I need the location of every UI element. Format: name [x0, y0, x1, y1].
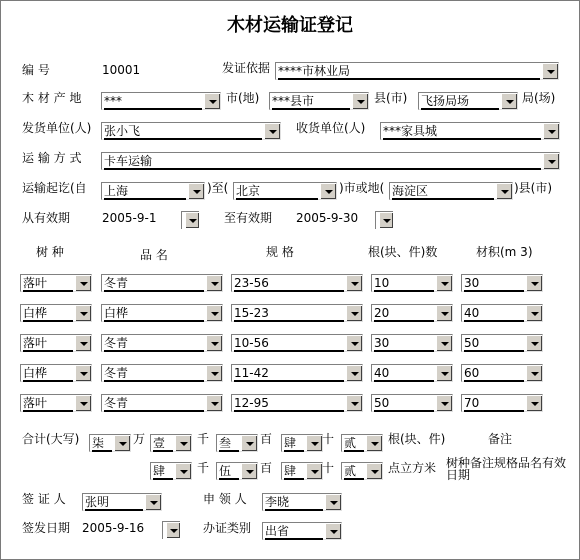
total-digit-5-select[interactable] [341, 434, 383, 452]
row2-volume-select-value: 40 [464, 305, 524, 322]
chevron-down-icon[interactable] [306, 435, 322, 451]
chevron-down-icon[interactable] [206, 365, 222, 381]
chevron-down-icon[interactable] [436, 335, 452, 351]
chevron-down-icon[interactable] [346, 335, 362, 351]
row3-product-name-select-value: 冬青 [104, 335, 204, 352]
volume-unit-2: 百 [260, 461, 273, 475]
valid-from-label: 从有效期 [22, 211, 71, 225]
volume-digit-4-select-value: 贰 [344, 463, 364, 480]
chevron-down-icon[interactable] [75, 365, 91, 381]
header-spec: 规 格 [266, 245, 294, 259]
chevron-down-icon[interactable] [543, 123, 559, 139]
row4-count-select-value: 40 [374, 365, 434, 382]
volume-unit-1: 千 [197, 461, 210, 475]
route-to-select[interactable] [233, 182, 337, 200]
total-digit-1-select[interactable] [89, 434, 131, 452]
row1-count-select-value: 10 [374, 275, 434, 292]
volume-digit-2-select[interactable] [216, 462, 258, 480]
chevron-down-icon[interactable] [346, 395, 362, 411]
chevron-down-icon[interactable] [436, 275, 452, 291]
row1-volume-select-value: 30 [464, 275, 524, 292]
row1-species-select-value: 落叶 [23, 275, 73, 292]
type-value: 出省 [265, 523, 323, 540]
row4-product-name-select[interactable] [101, 364, 223, 382]
volume-digit-1-select[interactable] [150, 462, 192, 480]
row1-spec-select[interactable] [231, 274, 363, 292]
chevron-down-icon[interactable] [542, 63, 558, 79]
row5-volume-select-value: 70 [464, 395, 524, 412]
row2-species-select[interactable] [20, 304, 92, 322]
header-count: 根(块、件)数 [368, 245, 438, 259]
signer-value: 张明 [85, 494, 143, 511]
transport-select[interactable] [101, 152, 560, 170]
chevron-down-icon[interactable] [526, 395, 542, 411]
type-select[interactable] [262, 522, 342, 540]
chevron-down-icon[interactable] [436, 395, 452, 411]
total-unit-4: 十 [322, 432, 335, 446]
route-to-value: 北京 [236, 183, 318, 200]
origin-label: 木 材 产 地 [22, 91, 82, 105]
row5-volume-select[interactable] [461, 394, 543, 412]
row4-product-name-select-value: 冬青 [104, 365, 204, 382]
chevron-down-icon[interactable] [325, 523, 341, 539]
chevron-down-icon[interactable] [436, 305, 452, 321]
route-district-select[interactable] [389, 182, 513, 200]
chevron-down-icon[interactable] [188, 183, 204, 199]
row4-count-select[interactable] [371, 364, 453, 382]
row2-product-name-select-value: 白桦 [104, 305, 204, 322]
total-digit-2-select[interactable] [150, 434, 192, 452]
total-digit-5-select-value: 贰 [344, 435, 364, 452]
origin-bureau-select[interactable] [418, 92, 518, 110]
applicant-select[interactable] [262, 493, 342, 511]
origin-city-select[interactable] [101, 92, 221, 110]
route-from-select[interactable] [101, 182, 205, 200]
row4-spec-select-value: 11-42 [234, 365, 344, 382]
chevron-down-icon[interactable] [175, 435, 191, 451]
applicant-label: 申 领 人 [203, 492, 247, 506]
type-label: 办证类别 [203, 521, 252, 535]
origin-county-suffix: 县(市) [374, 91, 408, 105]
chevron-down-icon[interactable] [175, 463, 191, 479]
row1-count-select[interactable] [371, 274, 453, 292]
row3-count-select-value: 30 [374, 335, 434, 352]
receiver-select[interactable] [380, 122, 560, 140]
origin-county-select[interactable] [269, 92, 369, 110]
route-to-label: )至( [207, 181, 229, 195]
chevron-down-icon[interactable] [75, 275, 91, 291]
row4-species-select[interactable] [20, 364, 92, 382]
shipper-value: 张小飞 [104, 123, 262, 140]
chevron-down-icon[interactable] [206, 305, 222, 321]
signer-select[interactable] [82, 493, 162, 511]
chevron-down-icon[interactable] [496, 183, 512, 199]
row5-count-select[interactable] [371, 394, 453, 412]
total-unit-2: 千 [197, 432, 210, 446]
chevron-down-icon[interactable] [366, 435, 382, 451]
origin-county-value: ***县市 [272, 93, 350, 110]
row2-count-select[interactable] [371, 304, 453, 322]
origin-city-suffix: 市(地) [226, 91, 260, 105]
volume-digit-3-select[interactable] [281, 462, 323, 480]
chevron-down-icon[interactable] [75, 335, 91, 351]
route-city-label: )市或地( [339, 181, 385, 195]
chevron-down-icon[interactable] [526, 335, 542, 351]
number-value: 10001 [102, 63, 141, 77]
valid-to-date-picker[interactable] [375, 211, 393, 229]
transport-value: 卡车运输 [104, 153, 541, 170]
row4-spec-select[interactable] [231, 364, 363, 382]
chevron-down-icon[interactable] [241, 463, 257, 479]
header-name: 品 名 [140, 248, 168, 262]
row1-volume-select[interactable] [461, 274, 543, 292]
chevron-down-icon[interactable] [346, 305, 362, 321]
row3-species-select-value: 落叶 [23, 335, 73, 352]
header-volume: 材积(m 3) [476, 245, 533, 259]
chevron-down-icon[interactable] [379, 212, 393, 228]
chevron-down-icon[interactable] [114, 435, 130, 451]
volume-digit-2-select-value: 伍 [219, 463, 239, 480]
valid-from-value: 2005-9-1 [102, 211, 157, 225]
row3-species-select[interactable] [20, 334, 92, 352]
chevron-down-icon[interactable] [185, 212, 199, 228]
chevron-down-icon[interactable] [526, 365, 542, 381]
route-district-value: 海淀区 [392, 183, 494, 200]
chevron-down-icon[interactable] [526, 275, 542, 291]
chevron-down-icon[interactable] [352, 93, 368, 109]
valid-to-label: 至有效期 [224, 211, 273, 225]
chevron-down-icon[interactable] [204, 93, 220, 109]
row2-spec-select-value: 15-23 [234, 305, 344, 322]
volume-unit-4: 点立方米 [388, 461, 437, 475]
chevron-down-icon[interactable] [206, 335, 222, 351]
row3-volume-select[interactable] [461, 334, 543, 352]
origin-bureau-value: 飞扬局场 [421, 93, 499, 110]
route-label: 运输起讫(自 [22, 181, 87, 195]
chevron-down-icon[interactable] [166, 522, 180, 538]
chevron-down-icon[interactable] [145, 494, 161, 510]
row5-product-name-select-value: 冬青 [104, 395, 204, 412]
chevron-down-icon[interactable] [543, 153, 559, 169]
shipper-select[interactable] [101, 122, 281, 140]
row5-species-select-value: 落叶 [23, 395, 73, 412]
total-digit-4-select-value: 肆 [284, 435, 304, 452]
basis-label: 发证依据 [222, 61, 271, 75]
applicant-value: 李晓 [265, 494, 323, 511]
chevron-down-icon[interactable] [306, 463, 322, 479]
remark-label: 备注 [488, 432, 513, 446]
remark-text-line2: 日期 [446, 468, 471, 482]
chevron-down-icon[interactable] [75, 305, 91, 321]
chevron-down-icon[interactable] [501, 93, 517, 109]
shipper-label: 发货单位(人) [22, 121, 92, 135]
row2-product-name-select[interactable] [101, 304, 223, 322]
row2-species-select-value: 白桦 [23, 305, 73, 322]
chevron-down-icon[interactable] [436, 365, 452, 381]
origin-bureau-suffix: 局(场) [522, 91, 556, 105]
total-unit-3: 百 [260, 432, 273, 446]
header-species: 树 种 [36, 245, 64, 259]
basis-select-value: ****市林业局 [278, 63, 540, 80]
total-digit-3-select-value: 叁 [219, 435, 239, 452]
valid-from-date-picker[interactable] [181, 211, 199, 229]
valid-to-value: 2005-9-30 [296, 211, 359, 225]
row2-count-select-value: 20 [374, 305, 434, 322]
total-unit-1: 万 [133, 432, 146, 446]
row1-product-name-select[interactable] [101, 274, 223, 292]
issue-date-value: 2005-9-16 [82, 521, 145, 535]
chevron-down-icon[interactable] [366, 463, 382, 479]
row1-species-select[interactable] [20, 274, 92, 292]
row4-species-select-value: 白桦 [23, 365, 73, 382]
route-end-label: )县(市) [514, 181, 553, 195]
remark-text-line1: 树种备注规格品名有效 [446, 456, 567, 470]
row2-spec-select[interactable] [231, 304, 363, 322]
total-digit-1-select-value: 柒 [92, 435, 112, 452]
total-digit-4-select[interactable] [281, 434, 323, 452]
chevron-down-icon[interactable] [75, 395, 91, 411]
row5-species-select[interactable] [20, 394, 92, 412]
total-digit-3-select[interactable] [216, 434, 258, 452]
chevron-down-icon[interactable] [206, 395, 222, 411]
chevron-down-icon[interactable] [346, 365, 362, 381]
transport-label: 运 输 方 式 [22, 151, 82, 165]
chevron-down-icon[interactable] [320, 183, 336, 199]
row1-product-name-select-value: 冬青 [104, 275, 204, 292]
chevron-down-icon[interactable] [206, 275, 222, 291]
row3-volume-select-value: 50 [464, 335, 524, 352]
row5-spec-select[interactable] [231, 394, 363, 412]
row3-spec-select[interactable] [231, 334, 363, 352]
volume-digit-4-select[interactable] [341, 462, 383, 480]
row5-count-select-value: 50 [374, 395, 434, 412]
signer-label: 签 证 人 [22, 492, 66, 506]
row4-volume-select-value: 60 [464, 365, 524, 382]
row3-spec-select-value: 10-56 [234, 335, 344, 352]
row1-spec-select-value: 23-56 [234, 275, 344, 292]
row4-volume-select[interactable] [461, 364, 543, 382]
volume-unit-3: 十 [322, 461, 335, 475]
chevron-down-icon[interactable] [264, 123, 280, 139]
total-unit-5: 根(块、件) [388, 432, 446, 446]
receiver-value: ***家具城 [383, 123, 541, 140]
totals-label: 合计(大写) [22, 432, 80, 446]
chevron-down-icon[interactable] [241, 435, 257, 451]
volume-digit-1-select-value: 肆 [153, 463, 173, 480]
volume-digit-3-select-value: 肆 [284, 463, 304, 480]
chevron-down-icon[interactable] [346, 275, 362, 291]
page-title: 木材运输证登记 [227, 15, 353, 36]
row2-volume-select[interactable] [461, 304, 543, 322]
total-digit-2-select-value: 壹 [153, 435, 173, 452]
issue-date-label: 签发日期 [22, 521, 71, 535]
row3-product-name-select[interactable] [101, 334, 223, 352]
row5-spec-select-value: 12-95 [234, 395, 344, 412]
chevron-down-icon[interactable] [325, 494, 341, 510]
receiver-label: 收货单位(人) [296, 121, 366, 135]
row3-count-select[interactable] [371, 334, 453, 352]
chevron-down-icon[interactable] [526, 305, 542, 321]
number-label: 编 号 [22, 63, 50, 77]
basis-select[interactable] [275, 62, 559, 80]
issue-date-picker[interactable] [162, 521, 180, 539]
row5-product-name-select[interactable] [101, 394, 223, 412]
route-from-value: 上海 [104, 183, 186, 200]
origin-city-value: *** [104, 93, 202, 110]
